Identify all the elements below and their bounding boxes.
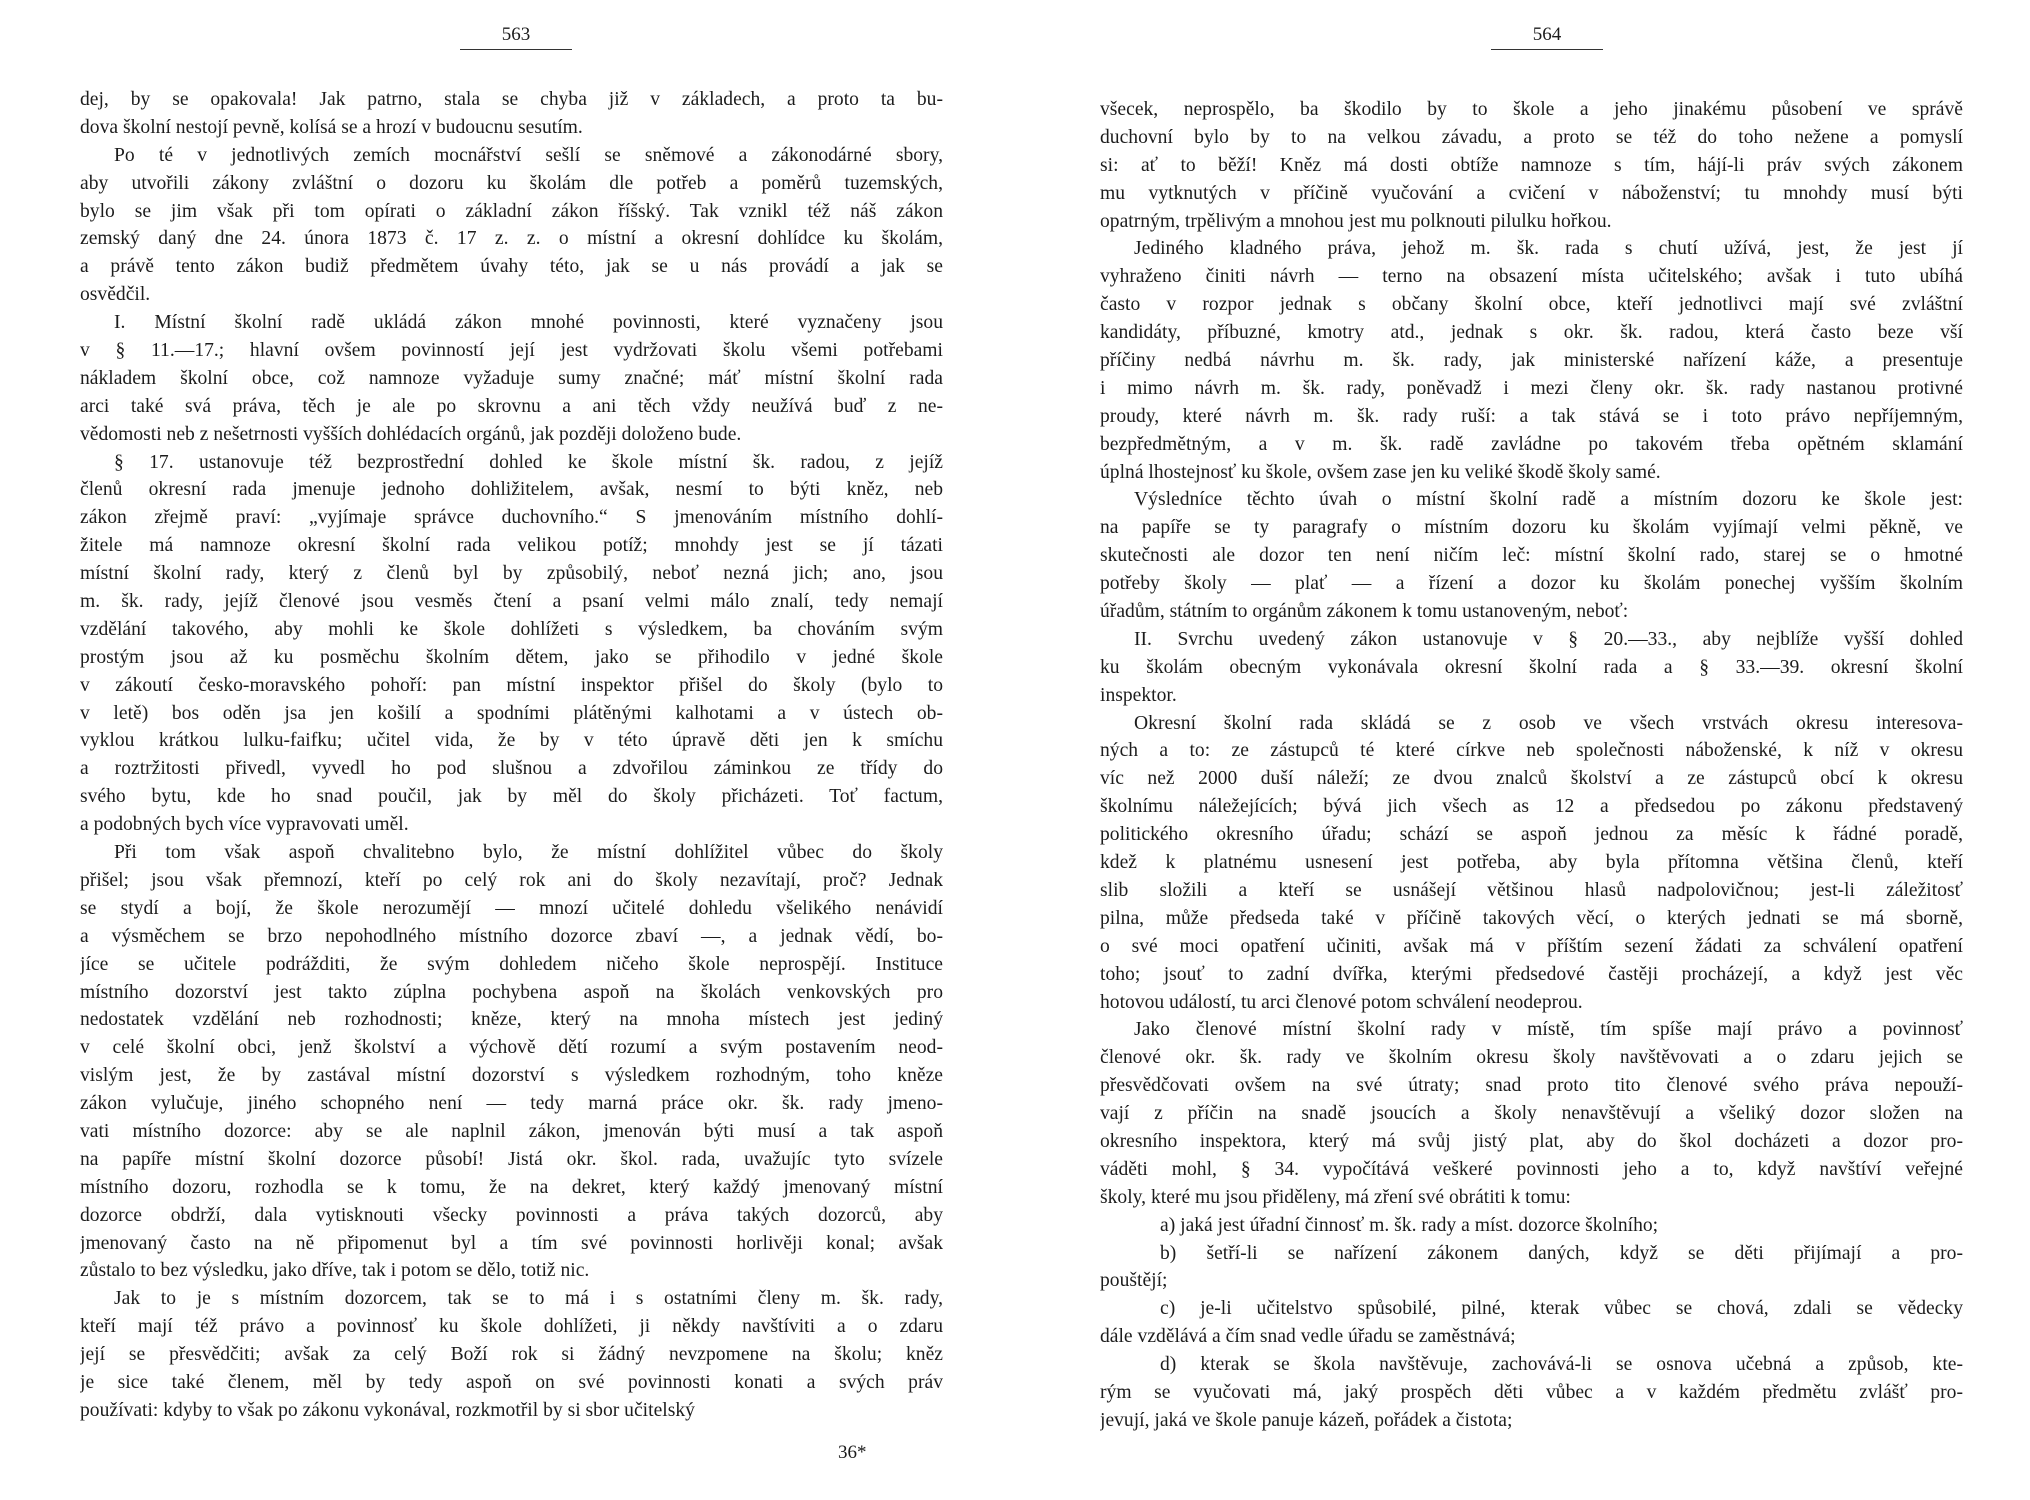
text-line: její se přesvědčiti; avšak za celý Boží rok si žádný nevzpomene na školu; kněz	[80, 1344, 943, 1366]
text-line: bezpředmětným, a v m. šk. radě zavládne po takovém třeba opětném sklamání	[1100, 433, 1963, 455]
text-line: politického okresního úřadu; schází se aspoň jednou za měsíc k řádné poradě,	[1100, 824, 1963, 846]
text-line: osvědčil.	[80, 284, 151, 306]
text-line: mu vytknutých v příčině vyučování a cvičení v náboženství; tu mnohdy musí býti	[1100, 182, 1963, 204]
page-number-left	[460, 24, 572, 50]
text-line: d) kterak se škola navštěvuje, zachovává-li se osnova učebná a způsob, kte-	[1160, 1354, 1963, 1376]
left-text-column	[80, 86, 943, 1425]
text-line: zákon zřejmě praví: „vyjímaje správce duchovního.“ S jmenováním místního dohlí-	[80, 507, 943, 529]
right-page	[1015, 0, 2030, 1500]
text-line: ku školám obecným vykonávala okresní školní rada a § 33.—39. okresní školní	[1100, 656, 1963, 678]
text-line: skutečnosti ale dozor ten není ničím leč: místní školní rado, starej se o hmotné	[1100, 545, 1963, 567]
text-line: a podobných bych více vypravovati uměl.	[80, 814, 409, 836]
text-line: Okresní školní rada skládá se z osob ve všech vrstvách okresu interesova-	[1134, 712, 1963, 734]
text-line: § 17. ustanovuje též bezprostřední dohled ke škole místní šk. radou, z jejíž	[114, 451, 943, 473]
text-line: c) je-li učitelstvo spůsobilé, pilné, kterak vůbec se chová, zdali se vědecky	[1160, 1298, 1963, 1320]
text-line: potřeby školy — plať — a řízení a dozor ku školám ponechej vyšším školním	[1100, 573, 1963, 595]
page-number-rule	[460, 49, 572, 50]
text-line: hotovou událostí, tu arci členové potom schválení neodeprou.	[1100, 991, 1583, 1013]
text-line: dozorce obdrží, dala vytisknouti všecky povinnosti a práva takých dozorců, aby	[80, 1204, 943, 1226]
text-line: duchovní bylo by to na velkou závadu, a proto se též do toho nežene a pomyslí	[1100, 126, 1963, 148]
text-line: a) jaká jest úřadní činnosť m. šk. rady a míst. dozorce školního;	[1160, 1214, 1659, 1236]
text-line: kandidáty, příbuzné, kmotry atd., jednak s okr. šk. radou, která často beze vší	[1100, 322, 1963, 344]
text-line: okresního inspektora, který má svůj jistý plat, aby do škol docházeti a dozor pro-	[1100, 1130, 1963, 1152]
right-text-column	[1100, 96, 1963, 1435]
text-line: Jako členové místní školní rady v místě, tím spíše mají právo a povinnosť	[1134, 1019, 1963, 1041]
page-number-text: 563	[501, 24, 531, 45]
text-line: vislým jest, že by zastával místní dozorství s výsledkem rozhodným, toho kněze	[80, 1065, 943, 1087]
text-line: dej, by se opakovala! Jak patrno, stala se chyba již v základech, a proto ta bu-	[80, 89, 943, 110]
text-line: II. Svrchu uvedený zákon ustanovuje v § 20.—33., aby nejblíže vyšší dohled	[1134, 628, 1963, 650]
text-line: Výsledníce těchto úvah o místní školní radě a místním dozoru ke škole jest:	[1134, 489, 1963, 511]
text-line: příčiny nedbá návrhu m. šk. rady, jak ministerské nařízení káže, a presentuje	[1100, 350, 1963, 372]
text-line: školy, které mu jsou přiděleny, má zření své obrátiti k tomu:	[1100, 1186, 1571, 1208]
text-line: I. Místní školní radě ukládá zákon mnohé povinnosti, které vyznačeny jsou	[114, 312, 943, 334]
text-line: a výsměchem se brzo nepohodlného místního dozorce zbaví —, a jednak vědí, bo-	[80, 925, 943, 947]
text-line: nákladem školní obce, což namnoze vyžaduje sumy značné; máť místní školní rada	[80, 367, 943, 389]
text-line: nedostatek vzdělání neb rozhodnosti; kněze, který na mnoha místech jest jediný	[80, 1009, 943, 1031]
text-line: vají z příčin na snadě jsoucích a školy nenavštěvují a všeliký dozor složen na	[1100, 1103, 1963, 1125]
text-line: zůstalo to bez výsledku, jako dříve, tak i potom se dělo, totiž nic.	[80, 1260, 590, 1282]
text-line: na papíře místní školní dozorce působí! Jistá okr. škol. rada, uvažujíc tyto svízele	[80, 1148, 943, 1170]
text-line: víc než 2000 duší náleží; ze dvou znalců školství a ze zástupců obcí k okresu	[1100, 768, 1963, 790]
text-line: Jak to je s místním dozorcem, tak se to má i s ostatními členy m. šk. rady,	[114, 1288, 943, 1310]
text-line: přesvědčovati ovšem na své útraty; snad proto tito členové svého práva nepouží-	[1100, 1075, 1963, 1097]
text-line: v § 11.—17.; hlavní ovšem povinností její jest vydržovati školu všemi potřebami	[80, 340, 943, 362]
text-line: slib složili a kteří se usnášejí většinou hlasů nadpolovičnou; jest-li záležitosť	[1100, 879, 1963, 901]
text-line: všecek, neprospělo, ba škodilo by to škole a jeho jinakému působení ve správě	[1100, 99, 1963, 120]
text-line: v zákoutí česko-moravského pohoří: pan místní inspektor přišel do školy (bylo to	[80, 674, 943, 696]
text-line: v letě) bos oděn jsa jen košilí a spodními plátěnými kalhotami a v ústech ob-	[80, 702, 943, 724]
text-line: bylo se jim však při tom opírati o základní zákon říšský. Tak vznikl též náš zákon	[80, 200, 943, 222]
text-line: rým se vyučovati má, jaký prospěch děti vůbec a v každém předmětu zvlášť pro-	[1100, 1381, 1963, 1403]
text-line: zemský daný dne 24. února 1873 č. 17 z. z. o místní a okresní dohlídce ku školám,	[80, 228, 943, 250]
text-line: proudy, které návrh m. šk. rady ruší: a tak stává se i toto právo nepříjemným,	[1100, 405, 1963, 427]
text-line: místní školní rady, který z členů byl by způsobilý, neboť nezná jich; ano, jsou	[80, 563, 943, 585]
text-line: kteří mají též právo a povinnosť ku škole dohlížeti, ji někdy navštíviti a o zdaru	[80, 1316, 943, 1338]
text-line: často v rozpor jednak s občany školní obce, kteří jednotlivci mají své zvláštní	[1100, 294, 1963, 316]
text-line: vyhraženo činiti návrh — terno na obsazení místa učitelského; avšak i tuto ubíhá	[1100, 266, 1963, 288]
text-line: i mimo návrh m. šk. rady, poněvadž i mezi členy okr. šk. rady nastanou protivné	[1100, 377, 1963, 399]
text-line: jíce se učitele podrážditi, že svým dohledem ničeho škole neprospějí. Instituce	[80, 953, 943, 975]
text-line: a roztržitosti přivedl, vyvedl ho pod slušnou a zdvořilou záminkou ze třídy do	[80, 758, 943, 780]
text-line: pilna, může předseda také v příčině takových věcí, o kterých jednati se má sborně,	[1100, 907, 1963, 929]
text-line: je sice také členem, měl by tedy aspoň on své povinnosti konati a svých práv	[80, 1371, 943, 1393]
text-line: o své moci opatření učiniti, avšak má v příštím sezení žádati za schválení opatření	[1100, 935, 1963, 957]
text-line: inspektor.	[1100, 684, 1177, 706]
text-line: místního dozoru, rozhodla se k tomu, že na dekret, který každý jmenovaný místní	[80, 1176, 943, 1198]
text-line: na papíře se ty paragrafy o místním dozoru ku školám vyjímají velmi pěkně, ve	[1100, 517, 1963, 539]
text-line: vati místního dozorce: aby se ale naplnil zákon, jmenován býti musí a tak aspoň	[80, 1120, 943, 1142]
text-line: vědomosti neb z nešetrnosti vyšších dohlédacích orgánů, jak později doloženo bude.	[80, 423, 742, 445]
page-number-rule	[1491, 49, 1603, 50]
text-line: si: ať to běží! Kněz má dosti obtíže namnoze s tím, hájí-li práv svých zákonem	[1100, 154, 1963, 176]
text-line: úřadům, státním to orgánům zákonem k tomu ustanoveným, neboť:	[1100, 601, 1629, 623]
text-line: Jediného kladného práva, jehož m. šk. rada s chutí užívá, jest, že jest jí	[1134, 238, 1963, 260]
text-line: jmenovaný často na ně připomenut byl a tím své povinnosti horlivěji konal; avšak	[80, 1232, 943, 1254]
text-line: dova školní nestojí pevně, kolísá se a hrozí v budoucnu sesutím.	[80, 116, 583, 138]
signature-mark: 36*	[838, 1442, 867, 1463]
text-line: přišel; jsou však přemnozí, kteří po celý rok ani do školy nezavítají, proč? Jednak	[80, 869, 943, 891]
text-line: opatrným, trpělivým a mnohou jest mu polknouti pilulku hořkou.	[1100, 210, 1612, 232]
text-line: v celé školní obci, jenž školství a výchově dětí rozumí a svým postavením neod-	[80, 1037, 943, 1059]
text-line: arci také svá práva, těch je ale po skrovnu a ani těch vždy neužívá buď z ne-	[80, 395, 943, 417]
text-line: se stydí a bojí, že škole nerozumějí — mnozí učitelé dohledu všelikého nenávidí	[80, 897, 943, 919]
text-line: jevují, jaká ve škole panuje kázeň, pořádek a čistota;	[1100, 1409, 1513, 1431]
text-line: kdež k platnému usnesení jest potřeba, aby byla přítomna většina členů, kteří	[1100, 852, 1963, 874]
text-line: členové okr. šk. rady ve školním okresu školy navštěvovati a o zdaru jejich se	[1100, 1047, 1963, 1069]
text-line: pouštějí;	[1100, 1270, 1168, 1292]
page-number-text: 564	[1532, 24, 1562, 45]
text-line: členů okresní rada jmenuje jednoho dohližitelem, avšak, nesmí to býti kněz, neb	[80, 479, 943, 501]
text-line: dále vzdělává a čím snad vedle úřadu se zaměstnává;	[1100, 1326, 1516, 1348]
text-line: žitele má namnoze okresní školní rada velikou potíž; mnohdy jest se jí tázati	[80, 535, 943, 557]
text-line: ných a to: ze zástupců té které církve neb společnosti náboženské, k níž v okresu	[1100, 740, 1963, 762]
text-line: svého bytu, kde ho snad poučil, jak by měl do školy přicházeti. Toť factum,	[80, 786, 943, 808]
text-line: a právě tento zákon budiž předmětem úvahy této, jak se u nás provádí a jak se	[80, 256, 943, 278]
text-line: váděti mohl, § 34. vypočítává veškeré povinnosti jeho a to, když navštíví veřejné	[1100, 1158, 1963, 1180]
text-line: používati: kdyby to však po zákonu vykonával, rozkmotřil by si sbor učitelský	[80, 1399, 695, 1421]
text-line: úplná lhostejnosť ku škole, ovšem zase jen ku veliké škodě školy samé.	[1100, 461, 1661, 483]
text-line: prostým jsou až ku posměchu školním dětem, jako se přihodilo v jedné škole	[80, 646, 943, 668]
text-line: zákon vylučuje, jiného schopného není — tedy marná práce okr. šk. rady jmeno-	[80, 1093, 943, 1115]
text-line: b) šetří-li se nařízení zákonem daných, když se děti přijímají a pro-	[1160, 1242, 1963, 1264]
text-line: Po té v jednotlivých zemích mocnářství sešlí se sněmové a zákonodárné sbory,	[114, 144, 943, 166]
text-line: aby utvořili zákony zvláštní o dozoru ku školám dle potřeb a poměrů tuzemských,	[80, 172, 943, 194]
text-line: místního dozorství jest takto zúplna pochybena aspoň na školách venkovských pro	[80, 981, 943, 1003]
text-line: vyklou krátkou lulku-faifku; učitel vida, že by v této úpravě děti jen k smíchu	[80, 730, 943, 752]
text-line: m. šk. rady, jejíž členové jsou vesměs čtení a psaní velmi málo znalí, tedy nemají	[80, 591, 943, 613]
page-number-right	[1491, 24, 1603, 50]
text-line: toho; jsouť to zadní dvířka, kterými předsedové častěji procházejí, a když jest věc	[1100, 963, 1963, 985]
text-line: vzdělání takového, aby mohli ke škole dohlížeti s výsledkem, ba chováním svým	[80, 618, 943, 640]
text-line: školnímu náležejících; bývá jich všech as 12 a předsedou po zákonu představený	[1100, 796, 1963, 818]
text-line: Při tom však aspoň chvalitebno bylo, že místní dohlížitel vůbec do školy	[114, 842, 943, 864]
